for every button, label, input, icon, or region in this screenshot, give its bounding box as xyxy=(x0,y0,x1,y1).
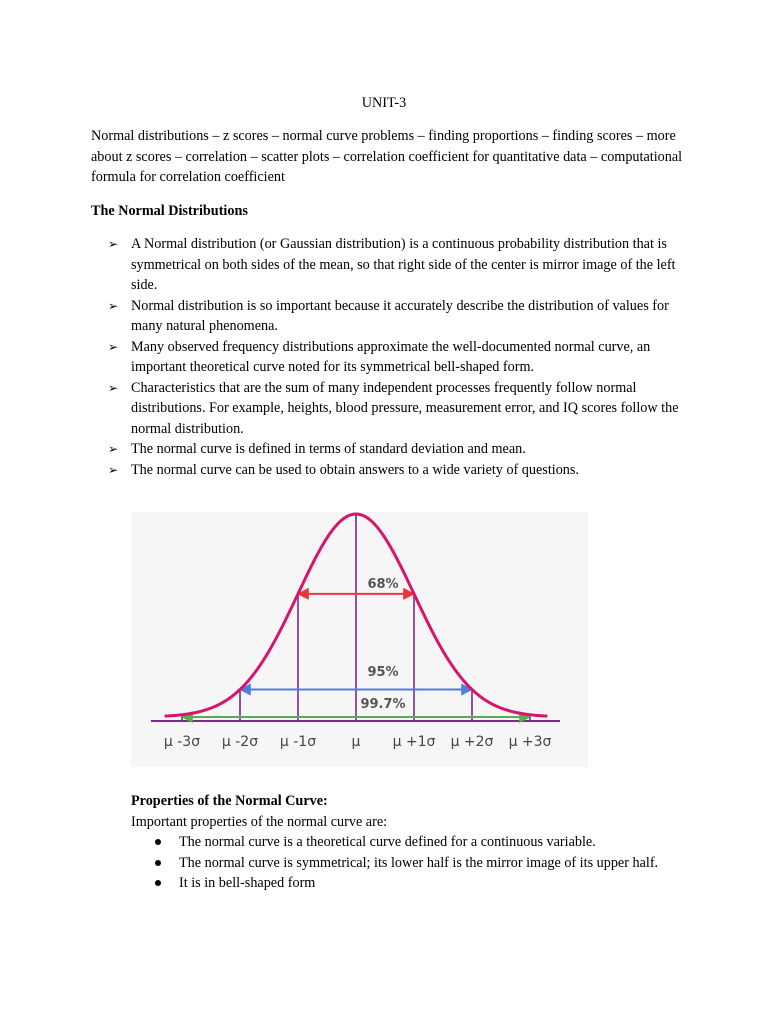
list-item-text: The normal curve can be used to obtain answers to a wide variety of questions. xyxy=(131,461,579,478)
list-item-text: Characteristics that are the sum of many independent processes frequently follow normal distributions. For example, heights, blood pressure, measurement error, and IQ scores follow the normal distribution. xyxy=(131,379,679,437)
document-title: UNIT-3 xyxy=(361,95,407,111)
list-item xyxy=(91,234,691,296)
arrow-bullet-icon: ➢ xyxy=(108,462,119,477)
list-item-text: The normal curve is symmetrical; its lower half is the mirror image of its upper half. xyxy=(179,854,659,871)
section-heading-normal-distributions: The Normal Distributions xyxy=(91,203,248,219)
tick-label: μ +1σ xyxy=(392,734,436,750)
unit-topics: Normal distributions – z scores – normal curve problems – finding proportions – finding scores – more about z scores – correlation – scatter plots – correlation coefficient for quantitative data – computational formula for correlation coefficient xyxy=(91,128,683,185)
normal-curve-chart xyxy=(131,512,588,767)
bullet-dot-icon xyxy=(155,839,161,845)
tick-label: μ +2σ xyxy=(450,734,494,750)
arrow-bullet-icon: ➢ xyxy=(108,298,119,313)
tick-label: μ +3σ xyxy=(508,734,552,750)
list-item xyxy=(131,853,671,874)
list-item xyxy=(91,296,691,337)
normal-curve-figure xyxy=(131,512,588,767)
list-item-text: Normal distribution is so important because it accurately describe the distribution of values for many natural phenomena. xyxy=(131,297,669,334)
list-item-text: The normal curve is defined in terms of standard deviation and mean. xyxy=(131,441,526,457)
section-heading-properties: Properties of the Normal Curve: xyxy=(131,793,328,809)
range-95-label: 95% xyxy=(367,665,399,680)
arrow-bullet-icon: ➢ xyxy=(108,237,119,251)
list-item-text: A Normal distribution (or Gaussian distribution) is a continuous probability distribution that is symmetrical on both sides of the mean, so that right side of the center is mirror image of the left side. xyxy=(131,236,676,293)
arrow-bullet-icon: ➢ xyxy=(108,442,119,456)
list-item xyxy=(91,378,691,440)
bullet-dot-icon xyxy=(155,860,161,866)
tick-label: μ -2σ xyxy=(221,734,259,750)
arrow-bullet-icon: ➢ xyxy=(108,339,119,354)
tick-label: μ -3σ xyxy=(163,734,201,750)
list-item xyxy=(91,337,691,378)
properties-intro: Important properties of the normal curve are: xyxy=(131,814,388,830)
range-997-label: 99.7% xyxy=(360,697,406,712)
range-68-label: 68% xyxy=(367,577,399,592)
list-item-text: The normal curve is a theoretical curve defined for a continuous variable. xyxy=(179,834,596,850)
tick-label: μ xyxy=(351,734,361,750)
list-item xyxy=(131,832,671,853)
list-item xyxy=(91,439,691,460)
arrow-bullet-icon: ➢ xyxy=(108,380,119,395)
properties-bullet-list xyxy=(131,832,671,894)
list-item-text: It is in bell-shaped form xyxy=(179,875,316,891)
tick-label: μ -1σ xyxy=(279,734,317,750)
list-item xyxy=(91,460,691,481)
list-item xyxy=(131,873,671,894)
list-item-text: Many observed frequency distributions approximate the well-documented normal curve, an important theoretical curve noted for its symmetrical bell-shaped form. xyxy=(131,338,651,375)
normal-distribution-bullet-list xyxy=(91,234,691,480)
bullet-dot-icon xyxy=(155,880,161,886)
